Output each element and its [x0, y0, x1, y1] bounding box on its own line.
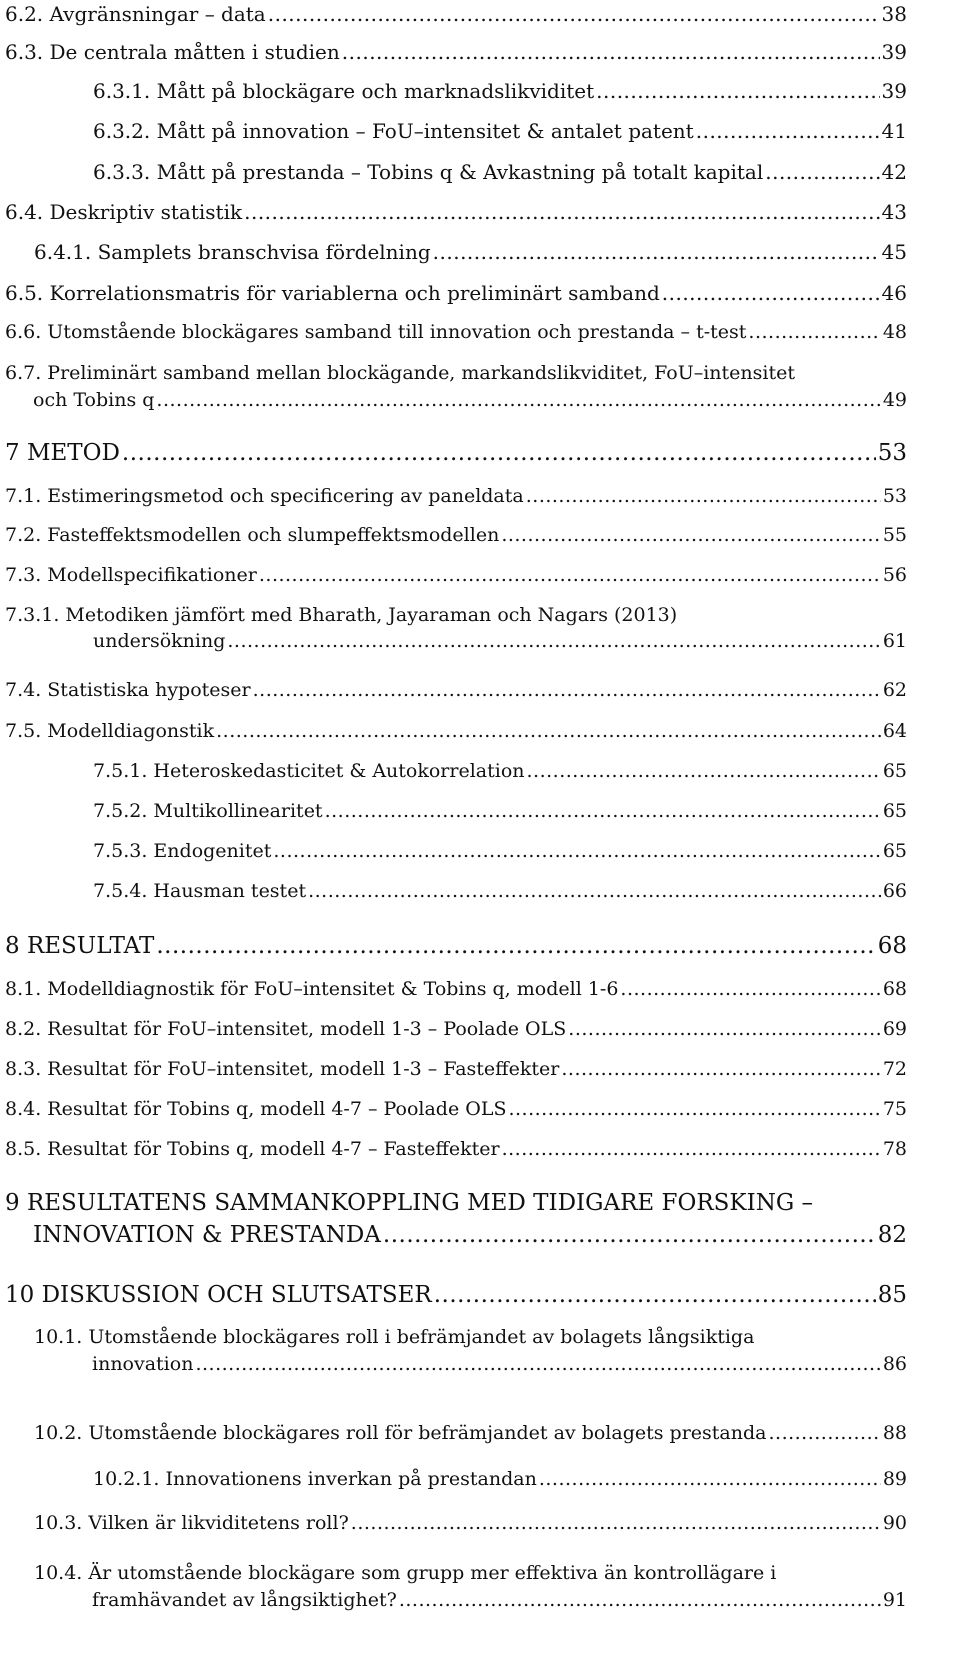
toc-entry[interactable] [5, 40, 907, 64]
toc-dot-leader [273, 840, 880, 862]
toc-page-number: 43 [881, 200, 907, 224]
toc-entry-chapter[interactable] [5, 440, 907, 466]
toc-entry-chapter[interactable] [5, 933, 907, 959]
toc-page-number: 68 [882, 978, 907, 1000]
toc-entry[interactable] [5, 1098, 907, 1120]
toc-dot-leader [259, 564, 881, 586]
toc-entry-title: 6.2. Avgränsningar – data [5, 2, 266, 26]
toc-dot-leader [620, 978, 880, 1000]
toc-entry-title: 7.5.2. Multikollinearitet [93, 800, 323, 822]
toc-entry-title: 7 METOD [5, 440, 120, 466]
toc-dot-leader [433, 240, 880, 264]
toc-entry-title-continued: och Tobins q [33, 389, 155, 411]
toc-entry-title: 6.3.2. Mått på innovation – FoU–intensitet & antalet patent [93, 119, 694, 143]
toc-entry-title: 6.3. De centrala måtten i studien [5, 40, 340, 64]
toc-page-number: 38 [881, 2, 907, 26]
toc-page-number: 55 [882, 524, 907, 546]
toc-entry-title: 7.4. Statistiska hypoteser [5, 679, 251, 701]
toc-entry[interactable] [93, 1468, 907, 1490]
toc-dot-leader [508, 1098, 880, 1120]
toc-dot-leader [216, 720, 881, 742]
toc-dot-leader [342, 40, 880, 64]
toc-entry-title: 6.5. Korrelationsmatris för variablerna och preliminärt samband [5, 281, 660, 305]
toc-entry-title: 6.3.1. Mått på blockägare och marknadslikviditet [93, 79, 595, 103]
toc-entry-title-continued: undersökning [93, 630, 226, 652]
toc-entry-title: 9 RESULTATENS SAMMANKOPPLING MED TIDIGARE FORSKING – [5, 1190, 813, 1216]
toc-page-number: 88 [882, 1422, 907, 1444]
toc-dot-leader [502, 1138, 881, 1160]
toc-entry-title: 7.3. Modellspecifikationer [5, 564, 257, 586]
toc-entry-title: 6.3.3. Mått på prestanda – Tobins q & Avkastning på totalt kapital [93, 160, 764, 184]
toc-dot-leader [227, 630, 880, 652]
toc-entry[interactable] [93, 840, 907, 862]
toc-page-number: 86 [882, 1353, 907, 1375]
toc-page-number: 61 [882, 630, 907, 652]
toc-dot-leader [662, 281, 880, 305]
toc-page-number: 75 [882, 1098, 907, 1120]
toc-entry-title: 10 DISKUSSION OCH SLUTSATSER [5, 1282, 432, 1308]
toc-entry-title: 7.5. Modelldiagonstik [5, 720, 215, 742]
toc-entry-title: 7.1. Estimeringsmetod och specificering av paneldata [5, 485, 524, 507]
toc-entry-title-continued: framhävandet av långsiktighet? [92, 1589, 397, 1611]
toc-entry[interactable] [34, 1326, 907, 1375]
toc-entry[interactable] [5, 679, 907, 701]
toc-entry-title: 8 RESULTAT [5, 933, 155, 959]
toc-entry-title: 10.4. Är utomstående blockägare som grupp mer effektiva än kontrollägare i [34, 1562, 777, 1584]
toc-page-number: 64 [882, 720, 907, 742]
toc-page-number: 85 [877, 1282, 907, 1308]
toc-entry[interactable] [34, 1422, 907, 1444]
toc-entry[interactable] [5, 564, 907, 586]
toc-entry-title: 6.4. Deskriptiv statistik [5, 200, 243, 224]
toc-dot-leader [526, 485, 881, 507]
toc-dot-leader [244, 200, 879, 224]
toc-dot-leader [122, 440, 876, 466]
toc-page-number: 69 [882, 1018, 907, 1040]
toc-entry-title: 6.6. Utomstående blockägares samband till innovation och prestanda – t-test [5, 321, 747, 343]
toc-dot-leader [383, 1222, 876, 1248]
toc-dot-leader [308, 880, 881, 902]
toc-page-number: 68 [877, 933, 907, 959]
toc-entry-title: 10.3. Vilken är likviditetens roll? [34, 1512, 349, 1534]
toc-entry[interactable] [5, 604, 907, 652]
toc-dot-leader [156, 933, 875, 959]
toc-page-number: 72 [882, 1058, 907, 1080]
toc-dot-leader [561, 1058, 880, 1080]
toc-entry-title: 7.5.4. Hausman testet [93, 880, 307, 902]
toc-dot-leader [768, 1422, 880, 1444]
toc-entry-title: 7.2. Fasteffektsmodellen och slumpeffektsmodellen [5, 524, 500, 546]
toc-page-number: 89 [882, 1468, 907, 1490]
toc-entry-chapter[interactable] [5, 1282, 907, 1308]
toc-dot-leader [539, 1468, 881, 1490]
toc-entry-title: 7.5.3. Endogenitet [93, 840, 272, 862]
toc-entry[interactable] [34, 1512, 907, 1534]
toc-entry-title: 8.2. Resultat för FoU–intensitet, modell 1-3 – Poolade OLS [5, 1018, 567, 1040]
toc-entry[interactable] [93, 800, 907, 822]
toc-dot-leader [765, 160, 879, 184]
toc-dot-leader [156, 389, 880, 411]
toc-entry-chapter[interactable] [5, 1190, 907, 1248]
toc-page-number: 65 [882, 760, 907, 782]
toc-entry[interactable] [34, 240, 907, 264]
toc-entry[interactable] [5, 362, 907, 411]
toc-entry[interactable] [5, 200, 907, 224]
toc-dot-leader [568, 1018, 881, 1040]
toc-entry[interactable] [93, 880, 907, 902]
toc-page-number: 53 [882, 485, 907, 507]
toc-dot-leader [596, 79, 879, 103]
toc-entry-title: 8.4. Resultat för Tobins q, modell 4-7 – Poolade OLS [5, 1098, 507, 1120]
toc-dot-leader [351, 1512, 881, 1534]
toc-entry-title-continued: innovation [92, 1353, 194, 1375]
toc-entry[interactable] [5, 1138, 907, 1160]
toc-page-number: 41 [881, 119, 907, 143]
toc-entry-title: 8.3. Resultat för FoU–intensitet, modell 1-3 – Fasteffekter [5, 1058, 560, 1080]
toc-entry-title: 6.4.1. Samplets branschvisa fördelning [34, 240, 431, 264]
toc-entry[interactable] [93, 119, 907, 143]
toc-entry-title: 8.1. Modelldiagnostik för FoU–intensitet & Tobins q, modell 1-6 [5, 978, 619, 1000]
toc-page-number: 39 [881, 40, 907, 64]
toc-page-number: 66 [882, 880, 907, 902]
toc-entry-title: 8.5. Resultat för Tobins q, modell 4-7 – Fasteffekter [5, 1138, 500, 1160]
toc-entry[interactable] [5, 1018, 907, 1040]
toc-entry[interactable] [5, 524, 907, 546]
toc-entry-title: 7.5.1. Heteroskedasticitet & Autokorrelation [93, 760, 525, 782]
toc-entry-title: 10.1. Utomstående blockägares roll i befrämjandet av bolagets långsiktiga [34, 1326, 755, 1348]
toc-page-number: 56 [882, 564, 907, 586]
toc-entry-title: 7.3.1. Metodiken jämfört med Bharath, Jayaraman och Nagars (2013) [5, 604, 678, 626]
toc-entry[interactable] [93, 79, 907, 103]
toc-entry-title: 6.7. Preliminärt samband mellan blockägande, markandslikviditet, FoU–intensitet [5, 362, 795, 384]
toc-entry[interactable] [93, 160, 907, 184]
toc-dot-leader [399, 1589, 881, 1611]
toc-page-number: 49 [882, 389, 907, 411]
toc-page-number: 65 [882, 800, 907, 822]
toc-entry[interactable] [93, 760, 907, 782]
toc-dot-leader [434, 1282, 876, 1308]
toc-page-number: 91 [882, 1589, 907, 1611]
toc-page-number: 82 [877, 1222, 907, 1248]
toc-page-number: 42 [881, 160, 907, 184]
toc-page-number: 65 [882, 840, 907, 862]
toc-dot-leader [268, 2, 880, 26]
toc-page-number: 53 [877, 440, 907, 466]
toc-entry[interactable] [5, 978, 907, 1000]
toc-entry-title: 10.2.1. Innovationens inverkan på prestandan [93, 1468, 537, 1490]
toc-dot-leader [527, 760, 881, 782]
toc-page-number: 45 [881, 240, 907, 264]
toc-page-number: 78 [882, 1138, 907, 1160]
toc-dot-leader [325, 800, 881, 822]
toc-entry[interactable] [5, 1058, 907, 1080]
toc-dot-leader [501, 524, 881, 546]
toc-entry-title: 10.2. Utomstående blockägares roll för befrämjandet av bolagets prestanda [34, 1422, 767, 1444]
toc-entry[interactable] [5, 485, 907, 507]
toc-dot-leader [253, 679, 881, 701]
toc-dot-leader [748, 321, 880, 343]
toc-page-number: 90 [882, 1512, 907, 1534]
toc-page-number: 39 [881, 79, 907, 103]
toc-entry[interactable] [5, 2, 907, 26]
toc-entry-title-continued: INNOVATION & PRESTANDA [33, 1222, 381, 1248]
toc-page-number: 48 [882, 321, 907, 343]
toc-entry[interactable] [5, 321, 907, 343]
toc-entry[interactable] [5, 281, 907, 305]
toc-dot-leader [696, 119, 880, 143]
toc-entry[interactable] [34, 1562, 907, 1611]
toc-dot-leader [195, 1353, 880, 1375]
toc-page-number: 62 [882, 679, 907, 701]
toc-entry[interactable] [5, 720, 907, 742]
toc-page-number: 46 [881, 281, 907, 305]
